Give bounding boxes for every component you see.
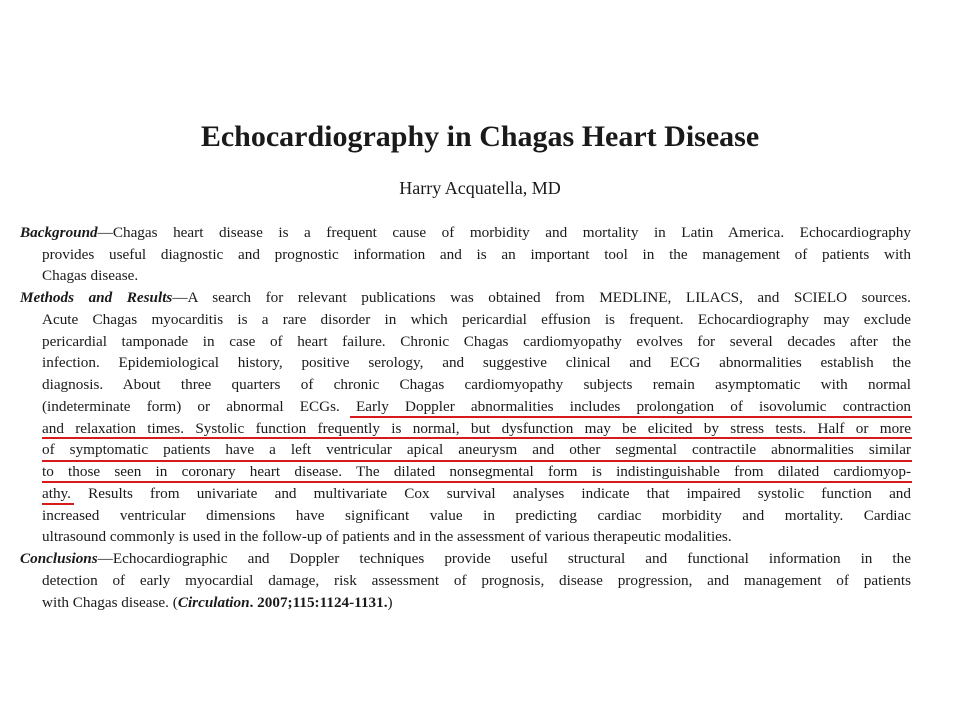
- conclusions-text: ): [387, 594, 393, 611]
- conclusions-line: [42, 592, 911, 613]
- methods-line: to those seen in coronary heart disease. The dilated nonsegmental form is indistinguishable from dilated cardiomyop-: [42, 463, 911, 480]
- methods-label: Methods and Results: [20, 289, 173, 306]
- methods-text: —A search for relevant publications was obtained from MEDLINE, LILACS, and SCIELO sources.: [172, 289, 911, 306]
- red-underline: [42, 437, 912, 439]
- citation-text: . 2007;115:1124-1131.: [249, 594, 388, 611]
- methods-line: increased ventricular dimensions have significant value in predicting cardiac morbidity and mortality. Cardiac: [42, 507, 911, 524]
- methods-text: (indeterminate form) or abnormal ECGs.: [42, 398, 356, 415]
- methods-line: ultrasound commonly is used in the follow-up of patients and in the assessment of various therapeutic modalities.: [42, 528, 732, 545]
- conclusions-text: with Chagas disease. (: [42, 594, 178, 611]
- methods-line: [42, 483, 911, 504]
- methods-line: of symptomatic patients have a left ventricular apical aneurysm and other segmental contractile abnormalities similar: [42, 441, 911, 458]
- background-text: —Chagas heart disease is a frequent cause of morbidity and mortality in Latin America. Echocardiography: [97, 224, 911, 241]
- methods-line: diagnosis. About three quarters of chronic Chagas cardiomyopathy subjects remain asymptomatic with normal: [42, 376, 911, 393]
- background-label: Background: [20, 224, 98, 241]
- red-underline: [42, 460, 912, 462]
- methods-line: infection. Epidemiological history, positive serology, and suggestive clinical and ECG abnormalities establish the: [42, 354, 911, 371]
- conclusions-text: —Echocardiographic and Doppler techniques provide useful structural and functional information in the: [97, 550, 911, 567]
- conclusions-line: [20, 548, 911, 569]
- highlighted-text: Early Doppler abnormalities includes prolongation of isovolumic contraction: [355, 398, 912, 415]
- methods-line: [42, 396, 911, 417]
- methods-line: Acute Chagas myocarditis is a rare disorder in which pericardial effusion is frequent. Echocardiography may exclude: [42, 311, 911, 328]
- journal-name: Circulation: [177, 594, 250, 611]
- methods-line: and relaxation times. Systolic function frequently is normal, but dysfunction may be elicited by stress tests. Half or more: [42, 420, 911, 437]
- methods-text: . Results from univariate and multivariate Cox survival analyses indicate that impaired systolic function and: [67, 485, 911, 502]
- conclusions-line: detection of early myocardial damage, risk assessment of prognosis, disease progression, and management of patients: [42, 572, 911, 589]
- background-line: Chagas disease.: [42, 267, 139, 284]
- background-line: provides useful diagnostic and prognostic information and is an important tool in the management of patients with: [42, 246, 911, 263]
- red-underline: [42, 503, 74, 505]
- methods-line: pericardial tamponade in case of heart failure. Chronic Chagas cardiomyopathy evolves for several decades after the: [42, 333, 911, 350]
- conclusions-label: Conclusions: [20, 550, 98, 567]
- background-line: [20, 222, 911, 243]
- paper-title: Echocardiography in Chagas Heart Disease: [200, 120, 760, 153]
- highlighted-text: athy: [42, 485, 68, 502]
- author-name: Harry Acquatella, MD: [399, 178, 561, 198]
- methods-line: [20, 287, 911, 308]
- red-underline: [42, 481, 912, 483]
- red-underline: [350, 416, 912, 418]
